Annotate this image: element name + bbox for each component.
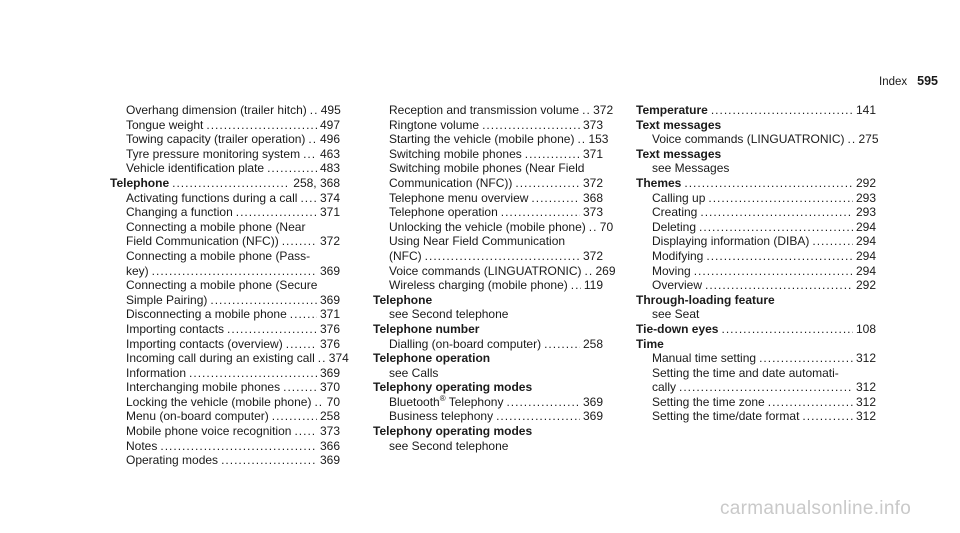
leader-dots — [531, 191, 580, 206]
entry-text: Wireless charging (mobile phone) — [389, 278, 568, 293]
page-header — [879, 74, 938, 90]
page-reference[interactable]: 294 — [855, 219, 876, 234]
entry-text: Importing contacts (overview) — [126, 336, 283, 351]
watermark: carmanualsonline.info — [720, 498, 912, 519]
page-reference[interactable]: 369 — [319, 453, 340, 468]
index-heading: Telephony operating modes — [373, 424, 533, 439]
leader-dots — [425, 249, 580, 264]
index-entry — [373, 337, 603, 352]
index-subentry: Connecting a mobile phone (Near — [126, 219, 306, 234]
index-subentry: Switching mobile phones (Near Field — [389, 161, 585, 176]
leader-dots — [768, 395, 853, 410]
index-entry — [110, 118, 340, 133]
entry-text: Telephone menu overview — [389, 190, 529, 205]
leader-dots — [848, 132, 856, 147]
index-entry — [110, 366, 340, 381]
index-entry — [636, 205, 876, 220]
leader-dots — [694, 264, 853, 279]
index-heading — [110, 176, 340, 191]
page-reference[interactable]: 369 — [582, 394, 603, 409]
leader-dots — [515, 176, 580, 191]
index-entry — [636, 132, 879, 147]
entry-text: Tongue weight — [126, 117, 204, 132]
entry-text: Menu (on-board computer) — [126, 409, 269, 424]
page-reference[interactable]: 372 — [582, 175, 603, 190]
entry-text: Simple Pairing) — [126, 292, 208, 307]
index-entry — [373, 409, 603, 424]
page-reference[interactable]: 293 — [855, 190, 876, 205]
index-entry — [373, 176, 603, 191]
index-entry — [110, 453, 340, 468]
page-reference[interactable]: 369 — [319, 263, 340, 278]
leader-dots — [236, 205, 317, 220]
page-reference[interactable]: 373 — [582, 205, 603, 220]
index-entry — [110, 234, 340, 249]
leader-dots — [172, 176, 290, 191]
entry-text: Creating — [652, 205, 698, 220]
leader-dots — [318, 351, 326, 366]
index-heading: Telephone operation — [373, 351, 491, 366]
page-reference[interactable]: 374 — [328, 351, 349, 366]
index-entry — [110, 191, 340, 206]
entry-text: Locking the vehicle (mobile phone) — [126, 394, 312, 409]
leader-dots — [812, 234, 853, 249]
page-reference[interactable]: 269 — [595, 263, 616, 278]
index-heading: Telephone number — [373, 321, 480, 336]
page-reference[interactable]: 369 — [319, 292, 340, 307]
page-reference[interactable]: 293 — [855, 205, 876, 220]
entry-text: Setting the time zone — [652, 394, 765, 409]
index-entry — [373, 263, 616, 279]
index-heading — [636, 322, 876, 337]
entry-text: Notes — [126, 438, 158, 453]
index-column-1 — [110, 103, 349, 468]
page-reference[interactable]: 70 — [326, 394, 340, 409]
entry-text: Telephone — [110, 175, 170, 190]
page-reference[interactable]: 312 — [855, 351, 876, 366]
page-reference[interactable]: 292 — [855, 278, 876, 293]
index-entry — [110, 322, 340, 337]
page-reference[interactable]: 312 — [855, 409, 876, 424]
entry-text: Bluetooth® Telephony — [389, 393, 504, 409]
page-reference[interactable]: 371 — [319, 205, 340, 220]
entry-text: (NFC) — [389, 248, 422, 263]
leader-dots — [283, 380, 317, 395]
entry-text: Overview — [652, 278, 703, 293]
index-entry — [110, 380, 340, 395]
entry-text: Temperature — [636, 103, 708, 117]
index-entry — [110, 439, 340, 454]
entry-text: Mobile phone voice recognition — [126, 424, 292, 439]
leader-dots — [700, 205, 853, 220]
entry-text: Displaying information (DIBA) — [652, 234, 810, 249]
leader-dots — [759, 351, 853, 366]
leader-dots — [705, 278, 853, 293]
index-column-3 — [636, 103, 879, 424]
page-reference[interactable]: 372 — [582, 248, 603, 263]
page-number: 595 — [917, 74, 938, 88]
page-reference[interactable]: 368 — [582, 190, 603, 205]
index-entry — [636, 264, 876, 279]
index-entry — [373, 118, 603, 133]
entry-text: cally — [652, 380, 677, 395]
leader-dots — [189, 366, 317, 381]
index-entry — [636, 220, 876, 235]
page-reference[interactable]: 372 — [593, 103, 614, 117]
page-reference[interactable]: 463 — [319, 146, 340, 161]
index-subentry: Connecting a mobile phone (Pass- — [126, 248, 311, 263]
index-entry — [636, 278, 876, 293]
index-entry — [110, 424, 340, 439]
leader-dots — [303, 147, 317, 162]
leader-dots — [221, 453, 317, 468]
leader-dots — [721, 322, 852, 337]
index-entry — [110, 132, 340, 147]
leader-dots — [294, 424, 317, 439]
leader-dots — [506, 395, 580, 410]
page-reference[interactable]: 369 — [319, 365, 340, 380]
page-reference[interactable]: 153 — [588, 132, 609, 147]
index-entry — [373, 191, 603, 206]
page-reference[interactable]: 258 — [582, 336, 603, 351]
leader-dots — [711, 103, 853, 118]
index-subentry: Using Near Field Communication — [389, 234, 566, 249]
page-reference[interactable]: 366 — [319, 438, 340, 453]
index-heading — [636, 176, 876, 191]
page-reference[interactable]: 258, 368 — [293, 175, 340, 190]
leader-dots — [582, 103, 590, 118]
index-subentry: see Second telephone — [389, 438, 509, 453]
entry-text: Information — [126, 365, 187, 380]
index-entry — [110, 351, 349, 366]
index-subentry: see Seat — [652, 307, 700, 322]
index-entry — [636, 191, 876, 206]
entry-text: Dialling (on-board computer) — [389, 336, 542, 351]
leader-dots — [585, 264, 593, 279]
entry-text: Operating modes — [126, 453, 219, 468]
index-entry — [110, 147, 340, 162]
page-reference[interactable]: 312 — [855, 380, 876, 395]
page-reference[interactable]: 483 — [319, 161, 340, 176]
page-reference[interactable]: 373 — [319, 424, 340, 439]
index-heading: Telephony operating modes — [373, 380, 533, 395]
index-subentry: Setting the time and date automati- — [652, 365, 839, 380]
leader-dots — [708, 191, 853, 206]
entry-text: Tyre pressure monitoring system — [126, 146, 301, 161]
index-entry — [373, 219, 614, 235]
entry-text: Interchanging mobile phones — [126, 380, 281, 395]
index-entry — [636, 249, 876, 264]
leader-dots — [160, 439, 317, 454]
index-entry — [373, 103, 614, 118]
page-reference[interactable]: 497 — [319, 117, 340, 132]
leader-dots — [227, 322, 317, 337]
index-subentry: see Calls — [389, 365, 439, 380]
leader-dots — [308, 132, 317, 147]
index-heading: Text messages — [636, 146, 722, 161]
leader-dots — [152, 264, 317, 279]
entry-text: Towing capacity (trailer operation) — [126, 132, 306, 147]
leader-dots — [272, 409, 317, 424]
entry-text: Modifying — [652, 248, 704, 263]
page-reference[interactable]: 294 — [855, 263, 876, 278]
entry-text: Tie-down eyes — [636, 321, 719, 336]
page-reference[interactable]: 119 — [583, 278, 603, 293]
entry-text: Telephone operation — [389, 205, 498, 220]
page-reference[interactable]: 376 — [319, 336, 340, 351]
leader-dots — [544, 337, 580, 352]
leader-dots — [571, 278, 581, 293]
index-entry — [110, 103, 340, 118]
entry-text: Incoming call during an existing call — [126, 351, 315, 366]
index-entry — [636, 380, 876, 395]
page-reference[interactable]: 376 — [319, 321, 340, 336]
index-entry — [110, 409, 340, 424]
index-heading: Time — [636, 336, 664, 351]
section-title: Index — [879, 76, 908, 88]
page-reference[interactable]: 108 — [855, 321, 876, 336]
leader-dots — [496, 409, 580, 424]
leader-dots — [300, 191, 317, 206]
entry-text: Changing a function — [126, 205, 233, 220]
leader-dots — [290, 307, 317, 322]
entry-text: Overhang dimension (trailer hitch) — [126, 103, 307, 117]
entry-text: Activating functions during a call — [126, 190, 298, 205]
leader-dots — [589, 220, 597, 235]
index-entry — [636, 395, 876, 410]
leader-dots — [206, 118, 317, 133]
entry-text: Business telephony — [389, 409, 494, 424]
index-subentry: see Second telephone — [389, 307, 509, 322]
index-subentry: Connecting a mobile phone (Secure — [126, 278, 318, 293]
page-reference[interactable]: 369 — [582, 409, 603, 424]
entry-text: Ringtone volume — [389, 117, 480, 132]
leader-dots — [706, 249, 853, 264]
index-entry — [636, 351, 876, 366]
entry-text: Disconnecting a mobile phone — [126, 307, 287, 322]
leader-dots — [501, 205, 580, 220]
index-heading: Text messages — [636, 117, 722, 132]
page-reference[interactable]: 70 — [599, 219, 614, 234]
entry-text: Voice commands (LINGUATRONIC) — [652, 132, 845, 147]
page-reference[interactable]: 312 — [855, 394, 876, 409]
index-entry — [110, 161, 340, 176]
entry-text: Vehicle identification plate — [126, 161, 265, 176]
index-entry — [636, 409, 876, 424]
leader-dots — [267, 161, 317, 176]
index-entry — [110, 205, 340, 220]
leader-dots — [699, 220, 853, 235]
entry-text: Communication (NFC)) — [389, 175, 513, 190]
entry-text: Voice commands (LINGUATRONIC) — [389, 263, 582, 278]
index-heading — [636, 103, 876, 118]
entry-text: Switching mobile phones — [389, 146, 522, 161]
entry-text: Reception and transmission volume — [389, 103, 580, 117]
page-reference[interactable]: 495 — [320, 103, 341, 117]
entry-text: Field Communication (NFC)) — [126, 234, 279, 249]
leader-dots — [482, 118, 580, 133]
page-reference[interactable]: 374 — [319, 190, 340, 205]
entry-text: Calling up — [652, 190, 706, 205]
index-entry — [110, 293, 340, 308]
index-entry — [373, 395, 603, 410]
page-reference[interactable]: 371 — [582, 146, 603, 161]
index-entry — [636, 234, 876, 249]
index-entry — [110, 395, 340, 410]
entry-text: Moving — [652, 263, 691, 278]
leader-dots — [210, 293, 317, 308]
page-reference[interactable]: 294 — [855, 234, 876, 249]
page-reference[interactable]: 258 — [319, 409, 340, 424]
page-reference[interactable]: 294 — [855, 248, 876, 263]
page-reference[interactable]: 292 — [855, 175, 876, 190]
index-entry — [373, 249, 603, 264]
index-subentry: see Messages — [652, 161, 730, 176]
entry-text: Starting the vehicle (mobile phone) — [389, 132, 575, 147]
index-entry — [373, 147, 603, 162]
leader-dots — [282, 234, 317, 249]
index-entry — [373, 132, 609, 147]
leader-dots — [286, 337, 317, 352]
page-reference[interactable]: 371 — [319, 307, 340, 322]
entry-text: Themes — [636, 175, 682, 190]
leader-dots — [314, 395, 323, 410]
page-reference[interactable]: 141 — [855, 103, 876, 117]
entry-text: Deleting — [652, 219, 697, 234]
index-entry — [373, 205, 603, 220]
entry-text: Manual time setting — [652, 351, 757, 366]
index-entry — [373, 278, 603, 293]
leader-dots — [525, 147, 580, 162]
page-reference[interactable]: 370 — [319, 380, 340, 395]
page-reference[interactable]: 372 — [319, 234, 340, 249]
leader-dots — [310, 103, 318, 118]
leader-dots — [802, 409, 853, 424]
leader-dots — [684, 176, 853, 191]
page-reference[interactable]: 496 — [319, 132, 340, 147]
page-reference[interactable]: 373 — [582, 117, 603, 132]
index-column-2 — [373, 103, 616, 453]
entry-text: Unlocking the vehicle (mobile phone) — [389, 219, 586, 234]
entry-text: Importing contacts — [126, 321, 225, 336]
leader-dots — [679, 380, 853, 395]
entry-text: Setting the time/date format — [652, 409, 800, 424]
index-entry — [110, 264, 340, 279]
entry-text: key) — [126, 263, 149, 278]
index-entry — [110, 337, 340, 352]
index-heading: Through-loading feature — [636, 292, 775, 307]
leader-dots — [577, 132, 585, 147]
index-entry — [110, 307, 340, 322]
index-heading: Telephone — [373, 292, 433, 307]
page-reference[interactable]: 275 — [858, 132, 879, 147]
